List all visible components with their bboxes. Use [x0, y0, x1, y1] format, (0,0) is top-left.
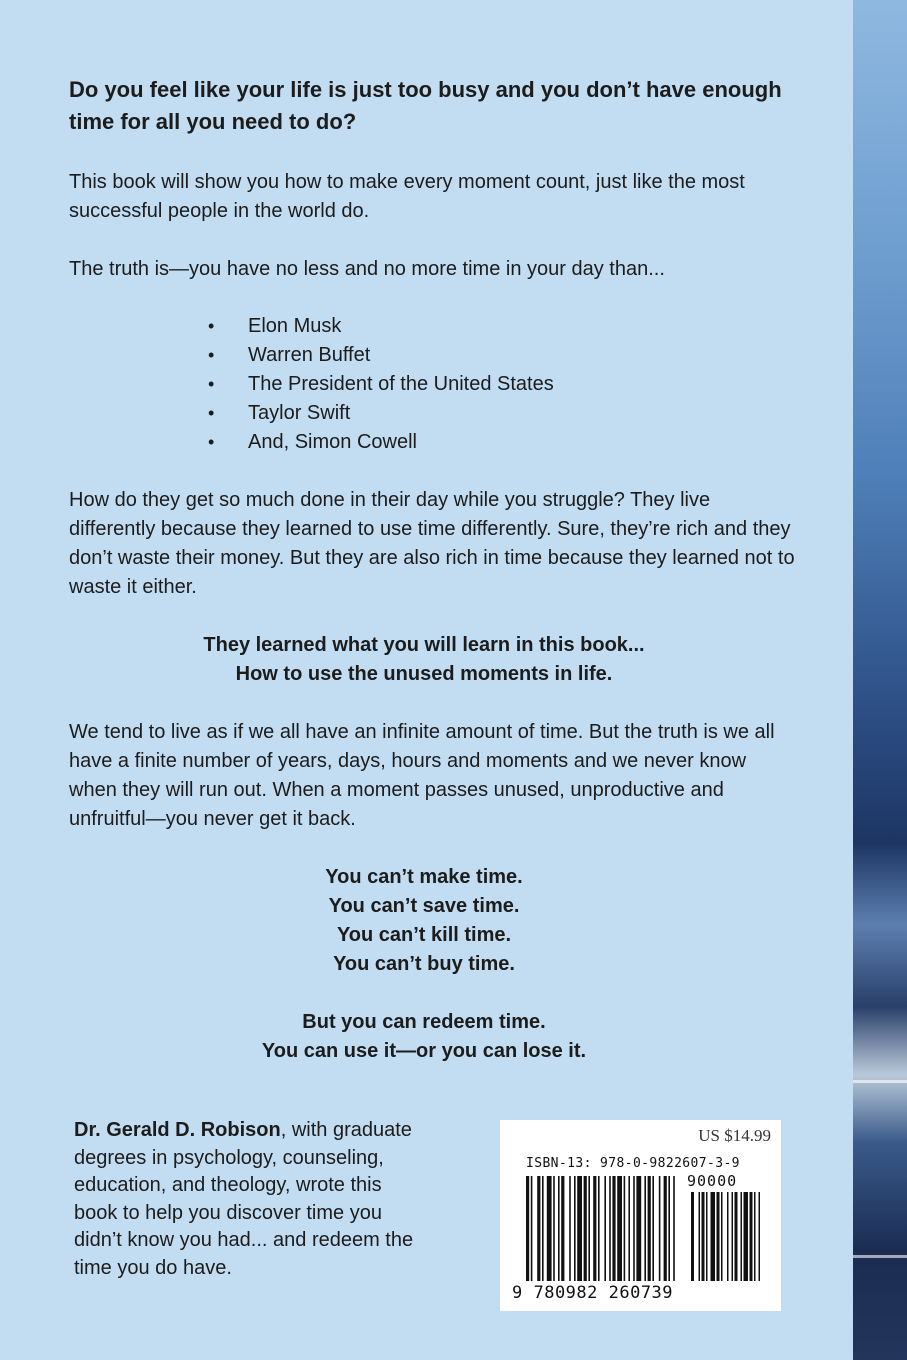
barcode-bar: [691, 1192, 694, 1281]
barcode-bar: [584, 1176, 587, 1281]
highlight-cant: [69, 863, 779, 979]
author-bio: [74, 1117, 414, 1282]
barcode-bar: [588, 1176, 590, 1281]
barcode-bar: [558, 1176, 560, 1281]
barcode-bar: [633, 1176, 635, 1281]
barcode-bar: [574, 1176, 576, 1281]
isbn-label: ISBN-13: 978-0-9822607-3-9: [526, 1156, 740, 1171]
barcode-bar: [750, 1192, 753, 1281]
barcode-bar: [652, 1176, 654, 1281]
barcode-bar: [699, 1192, 701, 1281]
light-streak: [853, 1255, 907, 1258]
list-item: • Taylor Swift: [204, 399, 554, 428]
barcode-bar: [721, 1192, 723, 1281]
highlight-learned: [69, 631, 779, 689]
cover-edge-artwork: [853, 0, 907, 1360]
barcode-bar: [754, 1192, 756, 1281]
highlight-line: You can’t make time.: [325, 866, 523, 888]
barcode-bar: [553, 1176, 555, 1281]
addon-digits: 90000: [687, 1172, 738, 1190]
author-bio-text: , with graduate degrees in psychology, counseling, education, and theology, wrote this book to help you discover time you didn’t know you had... and redeem the time you do have.: [74, 1119, 414, 1279]
barcode-bar: [648, 1176, 651, 1281]
barcode-bar: [673, 1176, 675, 1281]
light-streak: [853, 1080, 907, 1083]
highlight-line: You can’t save time.: [328, 895, 520, 917]
barcode-bar: [744, 1192, 749, 1281]
price-label: US $14.99: [698, 1126, 771, 1145]
barcode-bar: [547, 1176, 552, 1281]
highlight-line: You can’t buy time.: [333, 953, 515, 975]
list-item: • Warren Buffet: [204, 341, 554, 370]
list-item: • And, Simon Cowell: [204, 428, 554, 457]
barcode-bar: [706, 1192, 708, 1281]
infinite-time-paragraph: We tend to live as if we all have an infinite amount of time. But the truth is we all have a finite number of years, days, hours and moments and we never know when they will run out. When a moment passes unused, unproductive and unfruitful—you never get it back.: [69, 721, 775, 830]
barcode-bar: [561, 1176, 564, 1281]
barcode-bar: [542, 1176, 544, 1281]
list-item: • The President of the United States: [204, 370, 554, 399]
barcode-bar: [759, 1192, 761, 1281]
barcode-bar: [659, 1176, 661, 1281]
barcode-bar: [668, 1176, 670, 1281]
barcode-panel: [500, 1120, 781, 1311]
highlight-line: How to use the unused moments in life.: [235, 663, 613, 685]
barcode-bar: [569, 1176, 571, 1281]
barcode-bar: [732, 1192, 734, 1281]
barcode-bars: [526, 1176, 766, 1286]
barcode-bar: [717, 1192, 720, 1281]
author-name: Dr. Gerald D. Robison: [74, 1119, 281, 1141]
barcode-bar: [609, 1176, 611, 1281]
barcode-bar: [604, 1176, 606, 1281]
barcode-bar: [537, 1176, 540, 1281]
barcode-bar: [577, 1176, 582, 1281]
highlight-line: You can use it—or you can lose it.: [261, 1040, 587, 1062]
headline: Do you feel like your life is just too busy and you don’t have enough time for all you need to do?: [69, 77, 782, 134]
barcode-bar: [531, 1176, 533, 1281]
barcode-bar: [617, 1176, 622, 1281]
barcode-bar: [628, 1176, 630, 1281]
highlight-line: They learned what you will learn in this book...: [203, 634, 645, 656]
highlight-line: But you can redeem time.: [302, 1011, 546, 1033]
barcode-bar: [598, 1176, 600, 1281]
name-list: [204, 312, 554, 457]
barcode-bar: [593, 1176, 596, 1281]
highlight-redeem: [69, 1008, 779, 1066]
barcode-bar: [741, 1192, 743, 1281]
barcode-bar: [612, 1176, 615, 1281]
barcode-bar: [624, 1176, 626, 1281]
question-paragraph: How do they get so much done in their day while you struggle? They live differently because they learned to use time differently. Sure, they’re rich and they don’t waste their money. But they are also rich in time because they learned not to waste it either.: [69, 489, 795, 598]
barcode-bar: [526, 1176, 529, 1281]
barcode-bar: [735, 1192, 738, 1281]
barcode-bar: [636, 1176, 641, 1281]
barcode-bar: [711, 1192, 716, 1281]
intro-paragraph: This book will show you how to make every moment count, just like the most successful people in the world do.: [69, 171, 745, 222]
highlight-line: You can’t kill time.: [336, 924, 512, 946]
truth-paragraph: The truth is—you have no less and no more time in your day than...: [69, 258, 665, 280]
ean-digits: 9 780982 260739: [512, 1283, 674, 1303]
barcode-bar: [727, 1192, 729, 1281]
barcode-bar: [664, 1176, 667, 1281]
barcode-bar: [702, 1192, 705, 1281]
barcode-bar: [644, 1176, 646, 1281]
list-item: • Elon Musk: [204, 312, 554, 341]
